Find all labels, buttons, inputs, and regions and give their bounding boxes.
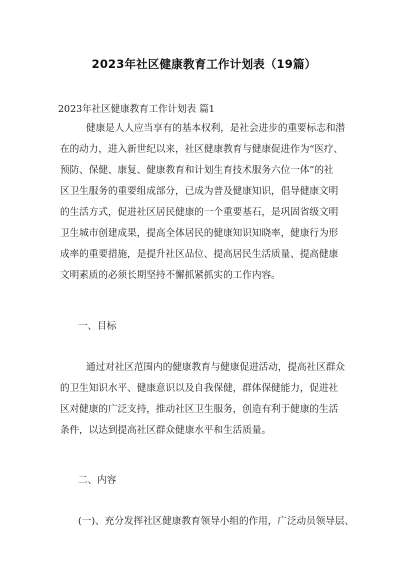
heading-goal: 一、目标 xyxy=(78,321,117,332)
document-title: 2023年社区健康教育工作计划表（19篇） xyxy=(91,57,317,71)
intro-line: 的生活方式，促进社区居民健康的一个重要基石，是巩固省级文明 xyxy=(60,207,339,218)
intro-line: 区卫生服务的重要组成部分，已成为普及健康知识，倡导健康文明 xyxy=(60,186,339,197)
goal-line: 区对健康的广泛支持，推动社区卫生服务，创造有利于健康的生活 xyxy=(60,404,339,415)
intro-line: 在的动力，进入新世纪以来，社区健康教育与健康促进作为“医疗、 xyxy=(60,144,344,155)
intro-line: 健康是人人应当享有的基本权利，是社会进步的重要标志和潜 xyxy=(86,123,346,134)
intro-line: 文明素质的必须长期坚持不懈抓紧抓实的工作内容。 xyxy=(60,270,281,281)
intro-line: 卫生城市创建成果，提高全体居民的健康知识知晓率，健康行为形 xyxy=(60,228,339,239)
goal-line: 通过对社区范围内的健康教育与健康促进活动，提高社区群众 xyxy=(86,362,346,373)
goal-line: 条件，以达到提高社区群众健康水平和生活质量。 xyxy=(60,425,272,436)
heading-content: 二、内容 xyxy=(78,475,117,486)
intro-line: 成率的重要措施，是提升社区品位、提高居民生活质量、提高健康 xyxy=(60,249,339,260)
section-heading: 2023年社区健康教育工作计划表 篇1 xyxy=(58,104,215,115)
content-line: (一)、充分发挥社区健康教育领导小组的作用，广泛动员领导层、 xyxy=(78,516,355,527)
intro-line: 预防、保健、康复、健康教育和计划生育技术服务六位一体”的社 xyxy=(60,165,334,176)
goal-line: 的卫生知识水平、健康意识以及自我保健，群体保健能力，促进社 xyxy=(60,383,339,394)
